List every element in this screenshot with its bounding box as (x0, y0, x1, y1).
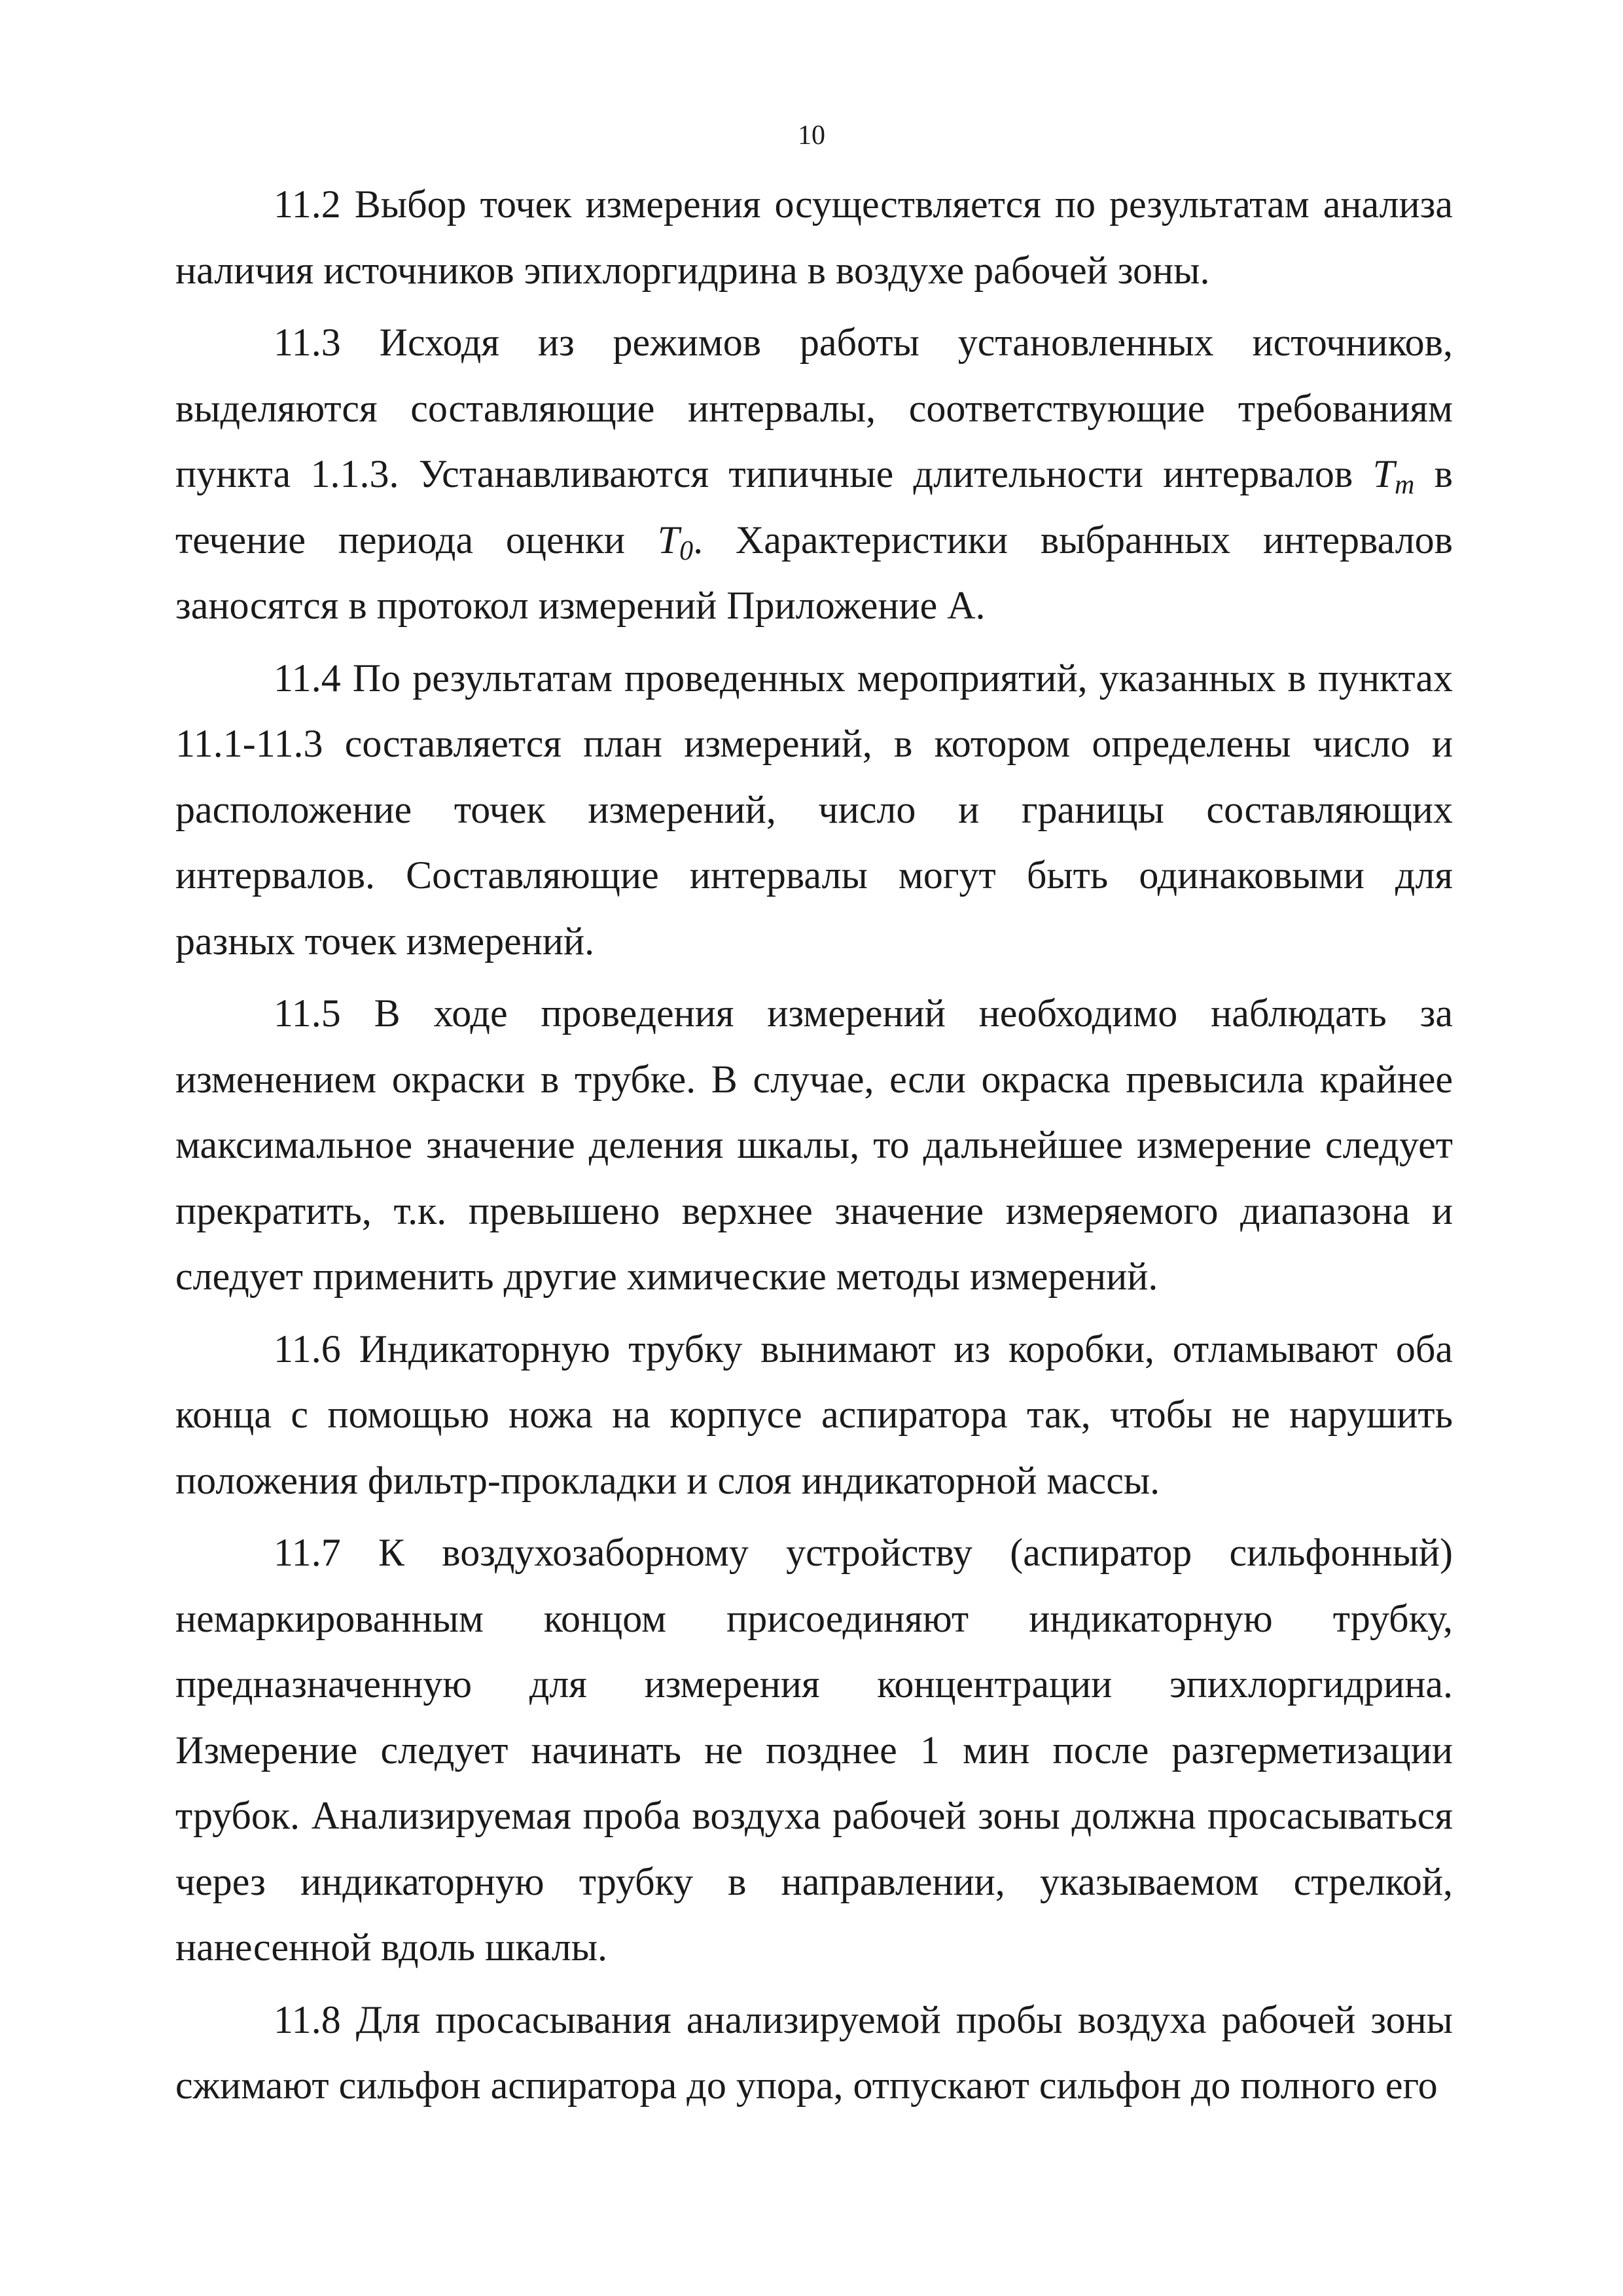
paragraph-11-6: 11.6 Индикаторную трубку вынимают из коробки, отламывают оба конца с помощью ножа на корпусе аспиратора так, чтобы не нарушить положения фильтр-прокладки и слоя индикаторной массы. (175, 1327, 1453, 1502)
variable-t-0: $T_0$ (657, 518, 694, 566)
paragraph-11-3-part2: в течение периода оценки (175, 452, 1453, 562)
paragraph-11-8: 11.8 Для просасывания анализируемой пробы воздуха рабочей зоны сжимают сильфон аспиратора до упора, отпускают сильфон до полного его (175, 1998, 1453, 2107)
paragraph-11-7: 11.7 К воздухозаборному устройству (аспиратор сильфонный) немаркированным концом присоединяют индикаторную трубку, предназначенную для измерения концентрации эпихлоргидрина. Измерение следует начинать не позднее 1 мин после разгерметизации трубок. Анализируемая проба воздуха рабочей зоны должна просасываться через индикаторную трубку в направлении, указываемом стрелкой, нанесенной вдоль шкалы. (175, 1531, 1453, 1969)
page-number: 10 (798, 120, 825, 151)
paragraph-11-3 (175, 310, 1453, 639)
paragraph-11-3-part1: 11.3 Исходя из режимов работы установленных источников, выделяются составляющие интервалы, соответствующие требованиям пункта 1.1.3. Устанавливаются типичные длительности интервалов (175, 321, 1453, 495)
paragraph-11-3-part3: . Характеристики выбранных интервалов заносятся в протокол измерений Приложение А. (175, 518, 1453, 627)
variable-t-m: $T_m$ (1372, 452, 1415, 500)
paragraph-11-2: 11.2 Выбор точек измерения осуществляется по результатам анализа наличия источников эпихлоргидрина в воздухе рабочей зоны. (175, 183, 1453, 292)
document-body (175, 171, 1453, 2125)
paragraph-11-5: 11.5 В ходе проведения измерений необходимо наблюдать за изменением окраски в трубке. В случае, если окраска превысила крайнее максимальное значение деления шкалы, то дальнейшее измерение следует прекратить, т.к. превышено верхнее значение измеряемого диапазона и следует применить другие химические методы измерений. (175, 992, 1453, 1298)
paragraph-11-4: 11.4 По результатам проведенных мероприятий, указанных в пунктах 11.1-11.3 составляется план измерений, в котором определены число и расположение точек измерений, число и границы составляющих интервалов. Составляющие интервалы могут быть одинаковыми для разных точек измерений. (175, 656, 1453, 963)
